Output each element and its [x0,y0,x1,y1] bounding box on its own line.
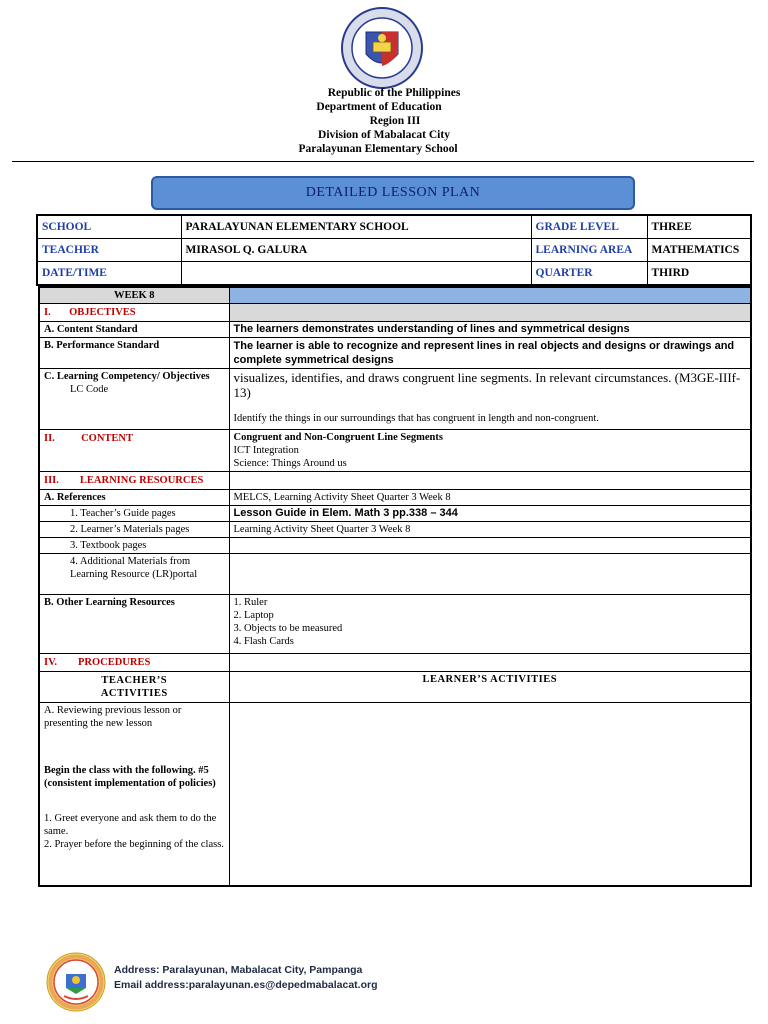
table-row [39,538,751,554]
procedures-heading [39,654,229,672]
list-item: 2. Laptop [233,610,274,621]
deped-seal-logo [336,6,428,90]
lr-num: III. [44,475,59,486]
info-table [36,214,752,286]
content-num: II. [44,433,55,444]
content-line: Science: Things Around us [233,458,347,469]
teachers-guide: Lesson Guide in Elem. Math 3 pp.338 – 344 [229,506,751,522]
references: MELCS, Learning Activity Sheet Quarter 3 Week 8 [229,490,751,506]
week-bar [229,287,751,304]
week-label: WEEK 8 [39,287,229,304]
learners-materials-label: 2. Learner’s Materials pages [39,522,229,538]
school-label: SCHOOL [37,215,181,239]
other-resources [229,595,751,654]
table-row [37,215,751,239]
table-row [39,304,751,322]
teachers-guide-label: 1. Teacher’s Guide pages [39,506,229,522]
page-title: DETAILED LESSON PLAN [151,176,635,210]
header-line: Division of Mabalacat City [318,129,450,141]
grade-value: THREE [647,215,751,239]
date-label: DATE/TIME [37,262,181,286]
learning-resources-heading [39,472,229,490]
other-resources-label: B. Other Learning Resources [39,595,229,654]
empty-cell [229,654,751,672]
quarter-value: THIRD [647,262,751,286]
table-row [39,338,751,369]
content-standard: The learners demonstrates understanding of lines and symmetrical designs [229,322,751,338]
content-cell [229,430,751,472]
footer [114,963,378,993]
content-line: ICT Integration [233,445,299,456]
content-heading [39,430,229,472]
competency-content [229,369,751,430]
additional-materials-label: 4. Additional Materials from Learning Resource (LR)portal [39,554,229,595]
references-label: A. References [39,490,229,506]
grade-label: GRADE LEVEL [531,215,647,239]
objectives-num: I. [44,307,51,318]
table-row [39,369,751,430]
area-value: MATHEMATICS [647,239,751,262]
greet-step: 1. Greet everyone and ask them to do the same. [44,813,217,837]
footer-address: Address: Paralayunan, Mabalacat City, Pampanga [114,964,363,976]
table-row [39,322,751,338]
proc-label: PROCEDURES [77,657,151,668]
prayer-step: 2. Prayer before the beginning of the class. [44,839,224,850]
competency-note: Identify the things in our surroundings that has congruent in length and non-congruent. [233,413,599,424]
table-row [39,506,751,522]
objectives-bar [229,304,751,322]
teacher-activity-cell [39,703,229,887]
textbook-label: 3. Textbook pages [39,538,229,554]
performance-standard-label: B. Performance Standard [39,338,229,369]
begin-note: Begin the class with the following. #5 (consistent implementation of policies) [44,765,216,789]
table-row [39,472,751,490]
content-standard-label: A. Content Standard [39,322,229,338]
school-value: PARALAYUNAN ELEMENTARY SCHOOL [181,215,531,239]
empty-cell [229,472,751,490]
table-row [37,239,751,262]
proc-num: IV. [44,657,57,668]
lc-code-label: LC Code [70,384,109,395]
table-row [39,430,751,472]
list-item: 4. Flash Cards [233,636,294,647]
teacher-value: MIRASOL Q. GALURA [181,239,531,262]
school-logo [46,952,106,1012]
lesson-plan-table [38,286,752,887]
area-label: LEARNING AREA [531,239,647,262]
learners-materials: Learning Activity Sheet Quarter 3 Week 8 [229,522,751,538]
table-row [39,490,751,506]
header-block [0,86,768,156]
content-label: CONTENT [81,433,133,444]
teachers-activities-heading: TEACHER’S ACTIVITIES [39,672,229,703]
learners-activities-heading: LEARNER’S ACTIVITIES [229,672,751,703]
empty-cell [229,538,751,554]
table-row [39,595,751,654]
header-divider [12,161,754,162]
table-row [37,262,751,286]
date-value [181,262,531,286]
competency-label: C. Learning Competency/ Objectives [44,371,210,382]
performance-standard: The learner is able to recognize and represent lines in real objects and designs or drawings and complete symmetrical designs [229,338,751,369]
table-row [39,672,751,703]
content-title: Congruent and Non-Congruent Line Segments [233,432,443,443]
lr-label: LEARNING RESOURCES [79,475,204,486]
list-item: 3. Objects to be measured [233,623,343,634]
competency-cell [39,369,229,430]
learner-activity-cell [229,703,751,887]
header-line: Region III [369,115,421,127]
competency-text: visualizes, identifies, and draws congruent line segments. In relevant circumstances. (M3GE-IIIf-13) [233,370,741,400]
table-row [39,522,751,538]
empty-cell [229,554,751,595]
table-row [39,287,751,304]
header-line: Paralayunan Elementary School [298,143,458,155]
objectives-heading [39,304,229,322]
quarter-label: QUARTER [531,262,647,286]
header-line: Republic of the Philippines [327,87,461,99]
review-step: A. Reviewing previous lesson or presenting the new lesson [44,705,182,729]
objectives-label: OBJECTIVES [69,307,136,318]
list-item: 1. Ruler [233,597,268,608]
table-row [39,554,751,595]
table-row [39,703,751,887]
table-row [39,654,751,672]
footer-email: Email address:paralayunan.es@depedmabalacat.org [114,979,378,991]
header-line: Department of Education [316,101,442,113]
teacher-label: TEACHER [37,239,181,262]
